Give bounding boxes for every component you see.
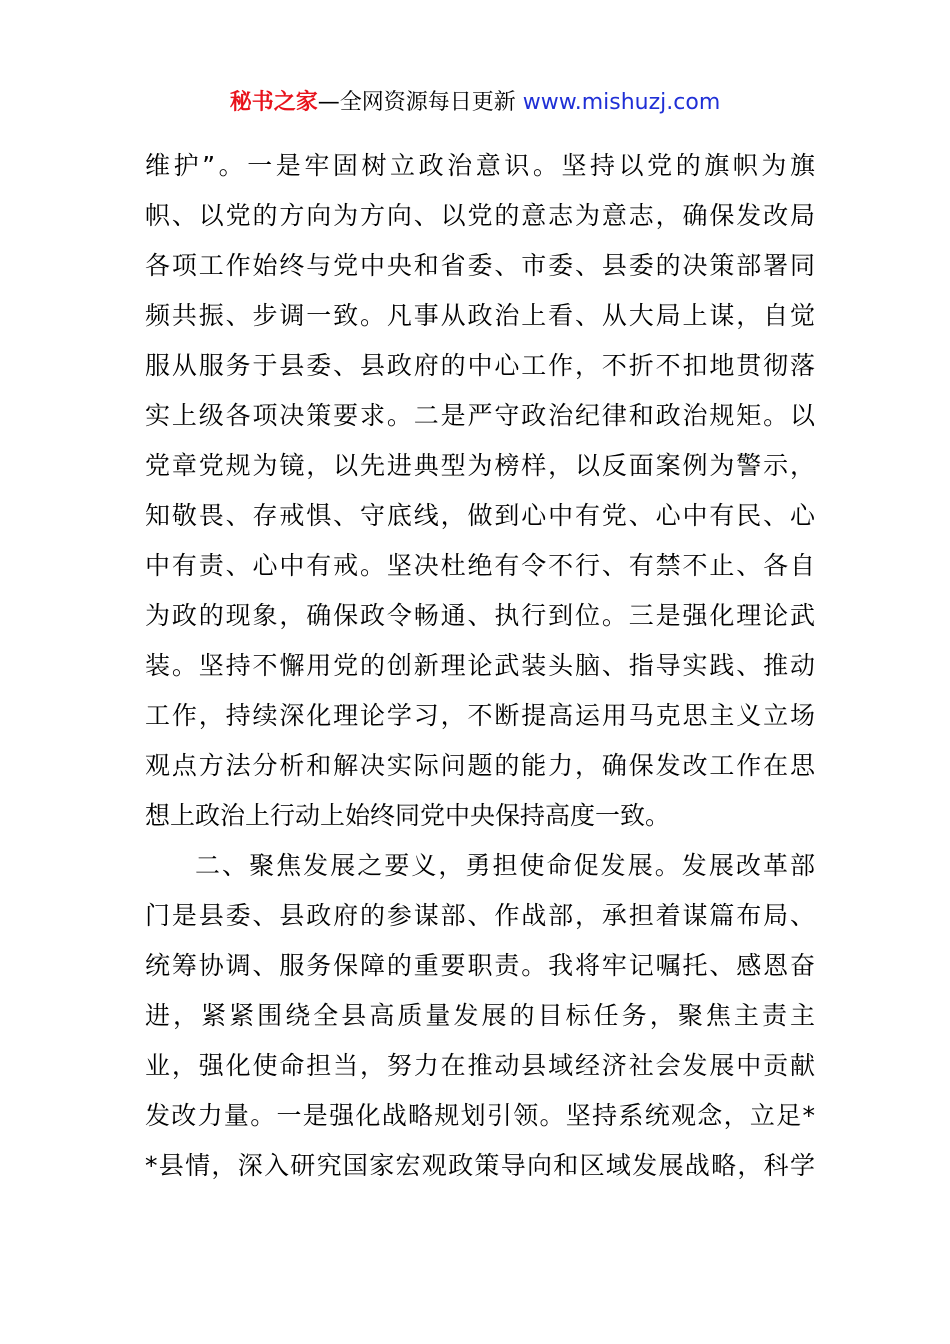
text-line: 业，强化使命担当，努力在推动县域经济社会发展中贡献 [145, 1051, 815, 1080]
header-tagline: —全网资源每日更新 [317, 90, 516, 115]
document-body [145, 141, 815, 1191]
text-line: 中有责、心中有戒。坚决杜绝有令不行、有禁不止、各自 [145, 551, 815, 580]
text-line: 门是县委、县政府的参谋部、作战部，承担着谋篇布局、 [145, 901, 815, 930]
text-line: 知敬畏、存戒惧、守底线，做到心中有党、心中有民、心 [145, 501, 815, 530]
text-line: 工作，持续深化理论学习，不断提高运用马克思主义立场 [145, 701, 815, 730]
text-line: 实上级各项决策要求。二是严守政治纪律和政治规矩。以 [145, 401, 815, 430]
text-line: 发改力量。一是强化战略规划引领。坚持系统观念，立足* [145, 1101, 815, 1130]
brand-name: 秘书之家 [229, 90, 318, 115]
text-line: 党章党规为镜，以先进典型为榜样，以反面案例为警示， [145, 451, 815, 480]
text-line: 帜、以党的方向为方向、以党的意志为意志，确保发改局 [145, 201, 815, 230]
text-line: 频共振、步调一致。凡事从政治上看、从大局上谋，自觉 [145, 301, 815, 330]
section-heading-line: 二、聚焦发展之要义，勇担使命促发展。发展改革部 [195, 851, 815, 880]
text-line: 各项工作始终与党中央和省委、市委、县委的决策部署同 [145, 251, 815, 280]
text-line: 进，紧紧围绕全县高质量发展的目标任务，聚焦主责主 [145, 1001, 815, 1030]
text-line: 为政的现象，确保政令畅通、执行到位。三是强化理论武 [145, 601, 815, 630]
text-line: 装。坚持不懈用党的创新理论武装头脑、指导实践、推动 [145, 651, 815, 680]
text-line: 服从服务于县委、县政府的中心工作，不折不扣地贯彻落 [145, 351, 815, 380]
text-line: 统筹协调、服务保障的重要职责。我将牢记嘱托、感恩奋 [145, 951, 815, 980]
paragraph-end-line: 想上政治上行动上始终同党中央保持高度一致。 [145, 801, 671, 830]
text-line: 维护”。一是牢固树立政治意识。坚持以党的旗帜为旗 [145, 151, 815, 180]
text-line: *县情，深入研究国家宏观政策导向和区域发展战略，科学 [145, 1151, 815, 1180]
site-url-link[interactable]: www.mishuzj.com [522, 90, 721, 115]
text-line: 观点方法分析和解决实际问题的能力，确保发改工作在思 [145, 751, 815, 780]
site-header [0, 86, 950, 120]
